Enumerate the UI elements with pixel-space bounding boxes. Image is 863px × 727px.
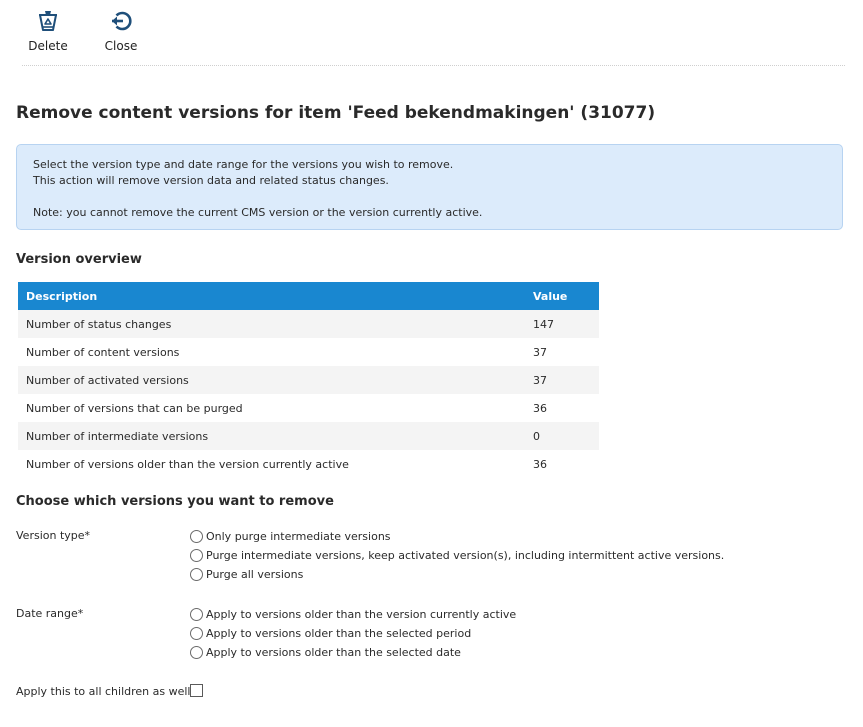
radio-button[interactable] [190,608,203,621]
row-description: Number of activated versions [18,366,525,394]
radio-label: Purge intermediate versions, keep activated version(s), including intermittent active versions. [206,548,725,562]
radio-label: Apply to versions older than the version currently active [206,607,517,621]
radio-purge-all[interactable] [190,565,303,583]
radio-label: Only purge intermediate versions [206,529,391,543]
delete-label: Delete [28,39,68,53]
radio-label: Apply to versions older than the selected period [206,626,472,640]
row-description: Number of versions that can be purged [26,401,243,415]
radio-button[interactable] [190,530,203,543]
close-button[interactable] [91,8,151,53]
row-description: Number of content versions [26,345,180,359]
version-overview-table [18,282,599,478]
delete-button[interactable] [18,8,78,53]
info-line-1: Select the version type and date range for the versions you wish to remove. [33,158,454,171]
radio-label: Apply to versions older than the selected date [206,645,461,659]
column-header-value: Value [525,282,599,310]
apply-children-checkbox[interactable] [190,684,203,697]
recycle-bin-icon [35,8,61,34]
radio-keep-activated[interactable] [190,546,724,564]
version-overview-heading: Version overview [16,252,142,267]
table-row [18,366,599,394]
table-row [18,450,599,478]
table-header-row [18,282,599,310]
choose-versions-heading: Choose which versions you want to remove [16,494,334,509]
children-label: Apply this to all children as well [16,685,191,698]
radio-label: Purge all versions [206,567,304,581]
row-value: 0 [525,422,599,450]
row-description: Number of versions older than the version currently active [26,457,349,471]
toolbar-divider [22,65,845,66]
row-value: 37 [533,345,547,359]
info-spacer [33,189,826,205]
radio-older-than-active[interactable] [190,605,516,623]
close-label: Close [104,39,138,53]
radio-older-than-date[interactable] [190,643,461,661]
radio-button[interactable] [190,646,203,659]
row-value: 36 [533,401,547,415]
radio-button[interactable] [190,568,203,581]
page-title: Remove content versions for item 'Feed bekendmakingen' (31077) [16,103,656,123]
version-type-label: Version type* [16,529,91,542]
table-row [18,310,599,338]
arrow-circle-left-icon [108,8,134,34]
row-description: Number of status changes [18,310,525,338]
row-value: 36 [533,457,547,471]
radio-only-intermediate[interactable] [190,527,391,545]
radio-button[interactable] [190,627,203,640]
info-box [16,144,843,230]
row-description: Number of intermediate versions [18,422,525,450]
radio-older-than-period[interactable] [190,624,471,642]
radio-button[interactable] [190,549,203,562]
date-range-label: Date range* [16,607,84,620]
table-row [18,338,599,366]
row-value: 147 [525,310,599,338]
row-value: 37 [525,366,599,394]
info-line-2: This action will remove version data and related status changes. [33,174,389,187]
toolbar [0,0,863,66]
table-row [18,422,599,450]
info-note: Note: you cannot remove the current CMS version or the version currently active. [33,206,483,219]
column-header-description: Description [18,282,525,310]
table-row [18,394,599,422]
